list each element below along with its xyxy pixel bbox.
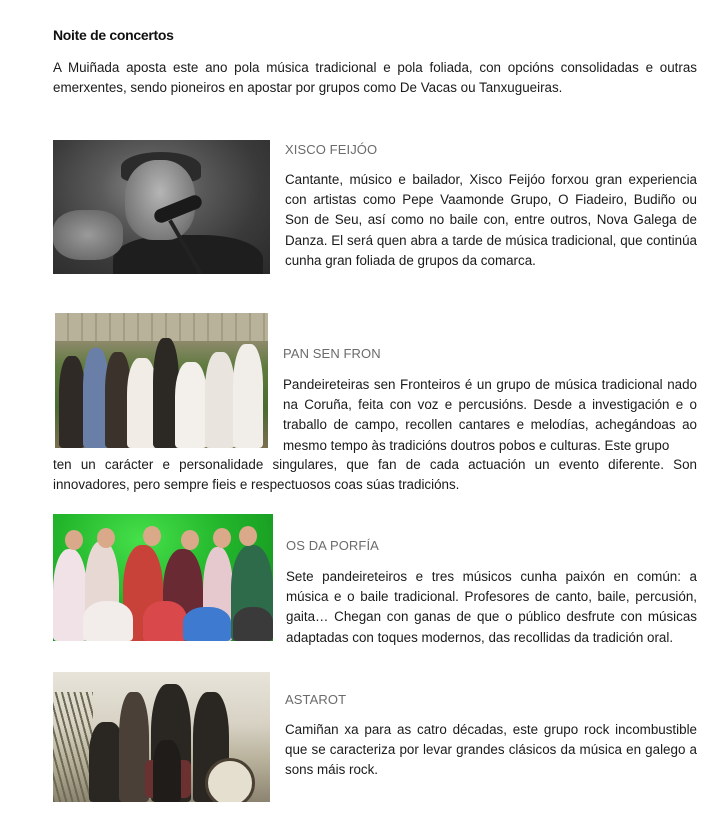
folk-group-traditional-dress-photo	[55, 313, 268, 448]
artist-description-pan-sen-fron-wrapped: Pandeireteiras sen Fronteiros é un grupo de música tradicional nado na Coruña, feita con voz e percusións. Desde a investigación e o traballo de campo, recollen cantares e melodías, achegándoas ao mesmo tempo às tradicións doutros pobos e culturas. Este grupo	[283, 377, 697, 453]
singer-with-microphone-photo	[53, 140, 270, 274]
artist-heading-pan-sen-fron: PAN SEN FRON	[283, 346, 381, 361]
rock-band-outdoor-photo	[53, 672, 270, 802]
intro-paragraph: A Muiñada aposta este ano pola música tradicional e pola foliada, con opcións consolidadas e outras emerxentes, sendo pioneiros en apostar por grupos como De Vacas ou Tanxugueiras.	[53, 60, 697, 95]
artist-description-os-da-porfia: Sete pandeireteiros e tres músicos cunha paixón en común: a música e o baile tradicional. Profesores de canto, baile, percusión, gaita… Chegan con ganas de que o público desfrute con músicas adaptadas con toques modernos, das recollidas da tradición oral.	[286, 569, 697, 645]
artist-description-pan-sen-fron-full: ten un carácter e personalidade singulares, que fan de cada actuación un evento diferente. Son innovadores, pero sempre fieis e respectuosos coas súas tradicións.	[53, 457, 697, 493]
artist-heading-xisco-feijoo: XISCO FEIJÓO	[285, 142, 378, 157]
page-title: Noite de concertos	[53, 27, 174, 43]
group-green-backdrop-photo	[53, 514, 273, 641]
artist-description-xisco-feijoo: Cantante, músico e bailador, Xisco Feijóo forxou gran experiencia con artistas como Pepe Vaamonde Grupo, O Fiadeiro, Budiño ou Son de Seu, así como no baile con, entre outros, Nova Galega de Danza. El será quen abra a tarde de música tradicional, que continúa cunha gran foliada de grupos da comarca.	[285, 172, 697, 268]
artist-heading-os-da-porfia: OS DA PORFÍA	[286, 538, 379, 553]
artist-description-astarot: Camiñan xa para as catro décadas, este grupo rock incombustible que se caracteriza por levar grandes clásicos da música en galego a sons máis rock.	[285, 722, 697, 778]
artist-heading-astarot: ASTAROT	[285, 692, 347, 707]
